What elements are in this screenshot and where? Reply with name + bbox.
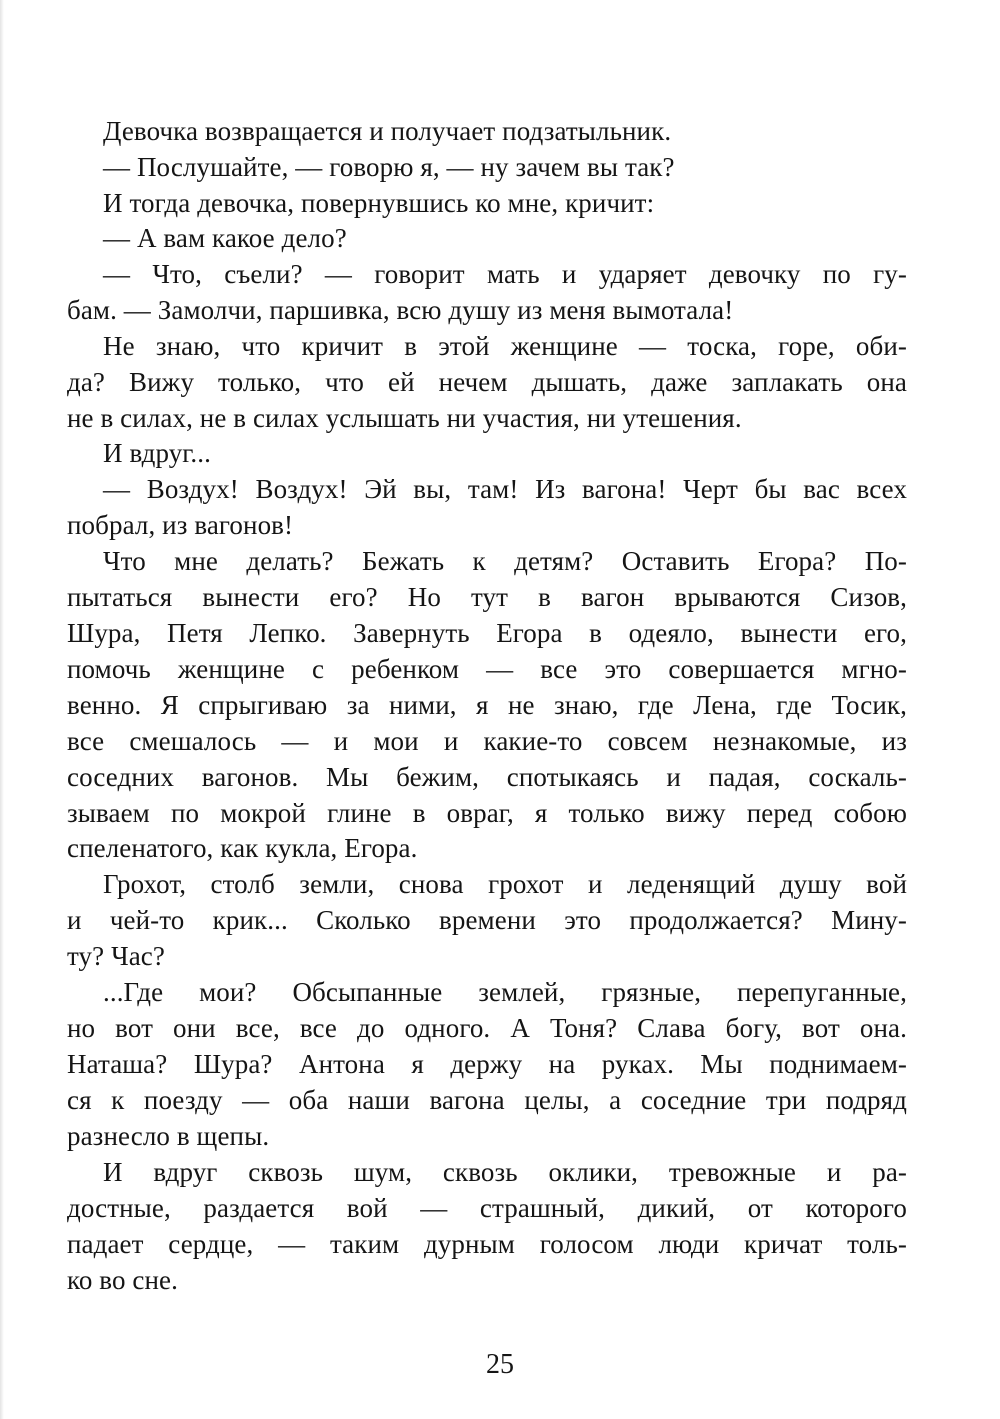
text-line: ся к поезду — оба наши вагона целы, а соседние три подряд [67, 1085, 907, 1115]
text-line: соседних вагонов. Мы бежим, спотыкаясь и падая, соскаль- [67, 762, 907, 792]
text-line: падает сердце, — таким дурным голосом люди кричат толь- [67, 1229, 907, 1259]
text-line: достные, раздается вой — страшный, дикий, от которого [67, 1193, 907, 1223]
text-line: все смешалось — и мои и какие-то совсем незнакомые, из [67, 726, 907, 756]
text-line: не в силах, не в силах услышать ни участия, ни утешения. [67, 403, 742, 433]
text-line: венно. Я спрыгиваю за ними, я не знаю, где Лена, где Тосик, [67, 690, 907, 720]
text-line: И вдруг... [103, 438, 211, 468]
text-line: ...Где мои? Обсыпанные землей, грязные, перепуганные, [103, 977, 907, 1007]
text-line: пытаться вынести его? Но тут в вагон врываются Сизов, [67, 582, 907, 612]
text-line: спеленатого, как кукла, Егора. [67, 833, 418, 863]
text-line: бам. — Замолчи, паршивка, всю душу из меня вымотала! [67, 295, 734, 325]
page-number: 25 [486, 1349, 514, 1380]
text-line: Не знаю, что кричит в этой женщине — тоска, горе, оби- [103, 331, 907, 361]
text-line: но вот они все, все до одного. А Тоня? Слава богу, вот она. [67, 1013, 907, 1043]
text-line: Что мне делать? Бежать к детям? Оставить Егора? По- [103, 546, 907, 576]
text-line: Наташа? Шура? Антона я держу на руках. Мы поднимаем- [67, 1049, 907, 1079]
text-line: — Воздух! Воздух! Эй вы, там! Из вагона! Черт бы вас всех [103, 474, 907, 504]
text-line: Шура, Петя Лепко. Завернуть Егора в одеяло, вынести его, [67, 618, 907, 648]
text-line: зываем по мокрой глине в овраг, я только вижу перед собою [67, 798, 907, 828]
text-line: И вдруг сквозь шум, сквозь оклики, тревожные и ра- [103, 1157, 907, 1187]
text-line: Девочка возвращается и получает подзатыльник. [103, 116, 672, 146]
text-line: — А вам какое дело? [103, 223, 347, 253]
text-line: побрал, из вагонов! [67, 510, 294, 540]
text-line: — Послушайте, — говорю я, — ну зачем вы так? [103, 152, 675, 182]
text-line: да? Вижу только, что ей нечем дышать, даже заплакать она [67, 367, 907, 397]
text-line: ко во сне. [67, 1265, 178, 1295]
page-edge-shadow [0, 0, 4, 1419]
text-line: разнесло в щепы. [67, 1121, 270, 1151]
text-line: и чей-то крик... Сколько времени это продолжается? Мину- [67, 905, 907, 935]
text-line: И тогда девочка, повернувшись ко мне, кричит: [103, 188, 655, 218]
text-line: Грохот, столб земли, снова грохот и леденящий душу вой [103, 869, 907, 899]
text-line: помочь женщине с ребенком — все это совершается мгно- [67, 654, 907, 684]
text-line: ту? Час? [67, 941, 165, 971]
text-line: — Что, съели? — говорит мать и ударяет девочку по гу- [103, 259, 907, 289]
